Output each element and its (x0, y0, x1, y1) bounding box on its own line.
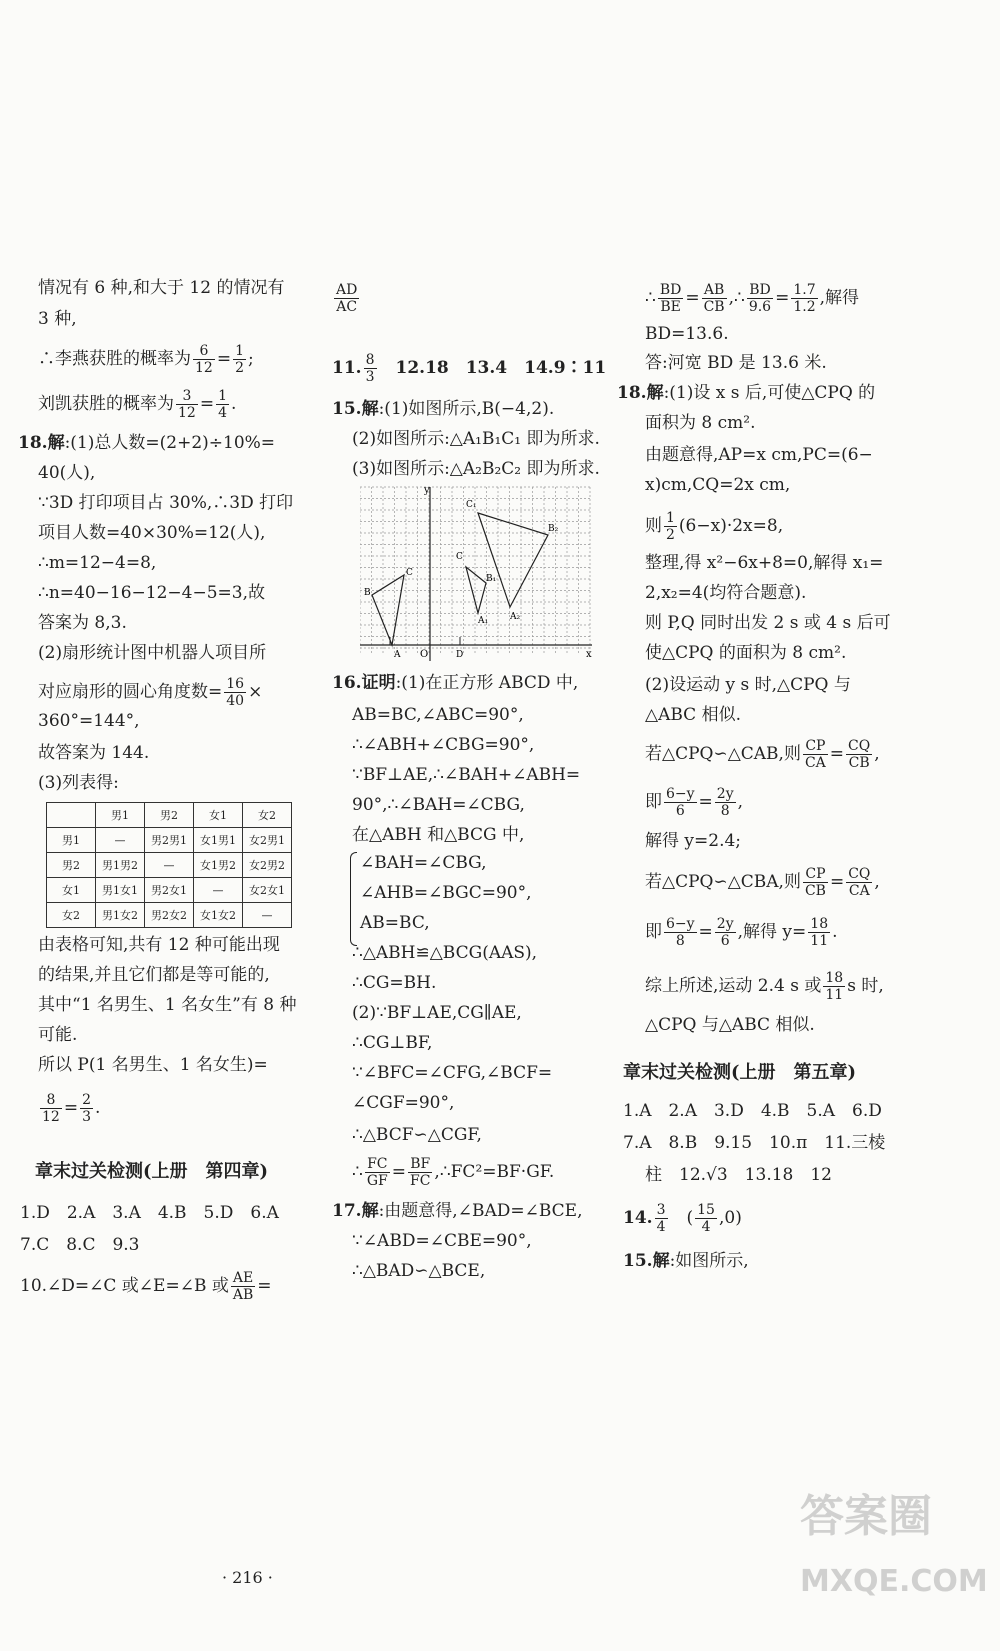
coordinate-figure (360, 483, 595, 663)
table-cell: 男1 (47, 828, 96, 853)
line: ∴∠ABH+∠CBG=90°, (352, 735, 535, 755)
line: 2,x₂=4(均符合题意). (645, 583, 807, 603)
label-b2: B₂ (548, 524, 559, 534)
label-c1: C₁ (466, 500, 477, 510)
result-table (46, 802, 292, 928)
table-cell: 男1男2 (96, 853, 145, 878)
line: 综上所述,运动 2.4 s 或 $\frac{18}{11}$ s 时, (645, 970, 884, 1003)
answer-line: 7.C 8.C 9.3 (20, 1235, 140, 1255)
line: 答:河宽 BD 是 13.6 米. (645, 353, 827, 373)
line: 90°,∴∠BAH=∠CBG, (352, 795, 525, 815)
line: ∴n=40−16−12−4−5=3,故 (38, 583, 265, 603)
line: ∵∠ABD=∠CBE=90°, (352, 1231, 532, 1251)
table-cell: — (194, 878, 243, 903)
line: 情况有 6 种,和大于 12 的情况有 (38, 278, 285, 298)
question-15-right: 15.解:如图所示, (623, 1251, 749, 1271)
label-a: A (394, 650, 401, 660)
line: 所以 P(1 名男生、1 名女生)= (38, 1055, 268, 1075)
table-row (47, 803, 292, 828)
line: 则 $\frac{1}{2}$ (6−x)·2x=8, (645, 510, 784, 543)
brace (350, 852, 357, 946)
table-cell: 男2男1 (145, 828, 194, 853)
line: ∵3D 打印项目占 30%,∴3D 打印 (38, 493, 294, 513)
table-row (47, 853, 292, 878)
answer-line: 11. $\frac{8}{3}$ 12.18 13.4 14.9∶11 (332, 352, 607, 385)
line: (3)列表得: (38, 773, 119, 793)
line: (3)如图所示:△A₂B₂C₂ 即为所求. (352, 459, 600, 479)
table-cell: — (145, 853, 194, 878)
label-c-b: C (456, 552, 463, 562)
line: 其中“1 名男生、1 名女生”有 8 种 (38, 995, 297, 1015)
question-18-right: 18.解:(1)设 x s 后,可使△CPQ 的 (617, 383, 876, 403)
line: ∴ $\frac{FC}{GF}$ = $\frac{BF}{FC}$ ,∴FC²=BF·GF. (352, 1156, 555, 1189)
table-cell: 男2女2 (145, 903, 194, 928)
line: 360°=144°, (38, 711, 140, 731)
line: 3 种, (38, 309, 77, 329)
table-cell: 女2男1 (243, 828, 292, 853)
line: ∴ $\frac{BD}{BE}$ = $\frac{AB}{CB}$ ,∴ $\frac{BD}{9.6}$ = $\frac{1.7}{1.2}$ ,解得 (645, 282, 860, 315)
triangle-a1b1c1 (466, 567, 486, 613)
line: ∴△BAD∽△BCE, (352, 1261, 486, 1281)
line: 由表格可知,共有 12 种可能出现 (38, 935, 280, 955)
label-b1: B₁ (486, 574, 497, 584)
line: 对应扇形的圆心角度数= $\frac{16}{40}$ × (38, 676, 263, 709)
table-cell: 男2 (47, 853, 96, 878)
line: △CPQ 与△ABC 相似. (645, 1015, 815, 1035)
section-heading: 章末过关检测(上册 第四章) (35, 1161, 269, 1182)
page-number: · 216 · (222, 1568, 273, 1587)
line: ∴△BCF∽△CGF, (352, 1125, 482, 1145)
table-cell: 女1 (47, 878, 96, 903)
label-a2: A₂ (510, 612, 521, 622)
line: 刘凯获胜的概率为 $\frac{3}{12}$ = $\frac{1}{4}$ . (38, 388, 237, 421)
line: 可能. (38, 1025, 78, 1045)
line: AB=BC, (360, 913, 430, 933)
table-row (47, 903, 292, 928)
line: 项目人数=40×30%=12(人), (38, 523, 266, 543)
watermark-text: 答案圈 (800, 1491, 932, 1542)
line: $\frac{8}{12}$ = $\frac{2}{3}$ . (42, 1092, 101, 1125)
line: AB=BC,∠ABC=90°, (352, 705, 524, 725)
table-cell: 女2 (47, 903, 96, 928)
watermark-url: MXQE.COM (800, 1564, 988, 1599)
line: ∴李燕获胜的概率为 $\frac{6}{12}$ = $\frac{1}{2}$ ; (38, 343, 254, 376)
line: ∠AHB=∠BGC=90°, (360, 883, 532, 903)
line: 若△CPQ∽△CBA,则 $\frac{CP}{CB}$ = $\frac{CQ}{CA}$ , (645, 866, 880, 899)
line: ∴CG⊥BF, (352, 1033, 433, 1053)
table-row (47, 828, 292, 853)
line: △ABC 相似. (645, 705, 741, 725)
line: (2)设运动 y s 时,△CPQ 与 (645, 675, 851, 695)
table-cell: 女1男1 (194, 828, 243, 853)
question-16: 16.证明:(1)在正方形 ABCD 中, (332, 673, 579, 693)
line: 若△CPQ∽△CAB,则 $\frac{CP}{CA}$ = $\frac{CQ}{CB}$ , (645, 738, 880, 771)
table-cell: 男2 (145, 803, 194, 828)
answer-line: 柱 12.√3 13.18 12 (645, 1165, 832, 1185)
line: ∴CG=BH. (352, 973, 437, 993)
line: 在△ABH 和△BCG 中, (352, 825, 525, 845)
question-15: 15.解:(1)如图所示,B(−4,2). (332, 399, 555, 419)
answer-line: 7.A 8.B 9.15 10.π 11.三棱 (623, 1133, 886, 1153)
table-cell: 女2女1 (243, 878, 292, 903)
table-cell: 男1女2 (96, 903, 145, 928)
line: (2)如图所示:△A₁B₁C₁ 即为所求. (352, 429, 600, 449)
origin-label: O (420, 649, 429, 660)
line: (2)扇形统计图中机器人项目所 (38, 643, 267, 663)
label-d: D (456, 650, 464, 660)
line: ∠CGF=90°, (352, 1093, 455, 1113)
line: ∵∠BFC=∠CFG,∠BCF= (352, 1063, 553, 1083)
line: 答案为 8,3. (38, 613, 127, 633)
table-row (47, 878, 292, 903)
question-17: 17.解:由题意得,∠BAD=∠BCE, (332, 1201, 583, 1221)
label-c: C (406, 568, 413, 578)
answer-line: 10.∠D=∠C 或∠E=∠B 或 $\frac{AE}{AB}$ = (20, 1270, 272, 1303)
line: 的结果,并且它们都是等可能的, (38, 965, 270, 985)
triangle-abc (372, 575, 404, 645)
line: 使△CPQ 的面积为 8 cm². (645, 643, 847, 663)
table-cell: 女1男2 (194, 853, 243, 878)
line: 40(人), (38, 463, 96, 483)
line: ∴m=12−4=8, (38, 553, 157, 573)
line: 由题意得,AP=x cm,PC=(6− (645, 445, 873, 465)
line: 解得 y=2.4; (645, 831, 742, 851)
y-label: y (424, 485, 430, 496)
table-cell (47, 803, 96, 828)
line: ∠BAH=∠CBG, (360, 853, 487, 873)
table-cell: 女2男2 (243, 853, 292, 878)
line: 故答案为 144. (38, 743, 150, 763)
watermark (800, 1480, 990, 1640)
line: ∵BF⊥AE,∴∠BAH+∠ABH= (352, 765, 581, 785)
answer-line: 1.D 2.A 3.A 4.B 5.D 6.A (20, 1203, 279, 1223)
line: 整理,得 x²−6x+8=0,解得 x₁= (645, 553, 884, 573)
label-b: B (364, 588, 371, 598)
line: BD=13.6. (645, 324, 729, 344)
table-cell: 女2 (243, 803, 292, 828)
line: 面积为 8 cm². (645, 413, 756, 433)
label-a1: A₁ (478, 616, 489, 626)
table-cell: — (96, 828, 145, 853)
answer-line: 1.A 2.A 3.D 4.B 5.A 6.D (623, 1101, 882, 1121)
table-cell: 女1 (194, 803, 243, 828)
line: 则 P,Q 同时出发 2 s 或 4 s 后可 (645, 613, 891, 633)
line: $\frac{AD}{AC}$ (336, 282, 358, 315)
table-cell: 女1女2 (194, 903, 243, 928)
section-heading: 章末过关检测(上册 第五章) (623, 1062, 857, 1083)
line: ∴△ABH≌△BCG(AAS), (352, 943, 538, 963)
x-label: x (586, 649, 592, 660)
table-cell: 男2女1 (145, 878, 194, 903)
table-cell: — (243, 903, 292, 928)
table-cell: 男1女1 (96, 878, 145, 903)
table-cell: 男1 (96, 803, 145, 828)
line: 即 $\frac{6-y}{8}$ = $\frac{2y}{6}$ ,解得 y= $\frac{18}{11}$ . (645, 916, 838, 949)
line: x)cm,CQ=2x cm, (645, 475, 791, 495)
question-18: 18.解:(1)总人数=(2+2)÷10%= (18, 433, 276, 453)
answer-line: 14. $\frac{3}{4}$ ( $\frac{15}{4}$ ,0) (623, 1202, 742, 1235)
triangle-a2b2c2 (478, 513, 548, 607)
line: (2)∵BF⊥AE,CG∥AE, (352, 1003, 522, 1023)
line: 即 $\frac{6-y}{6}$ = $\frac{2y}{8}$ , (645, 786, 744, 819)
